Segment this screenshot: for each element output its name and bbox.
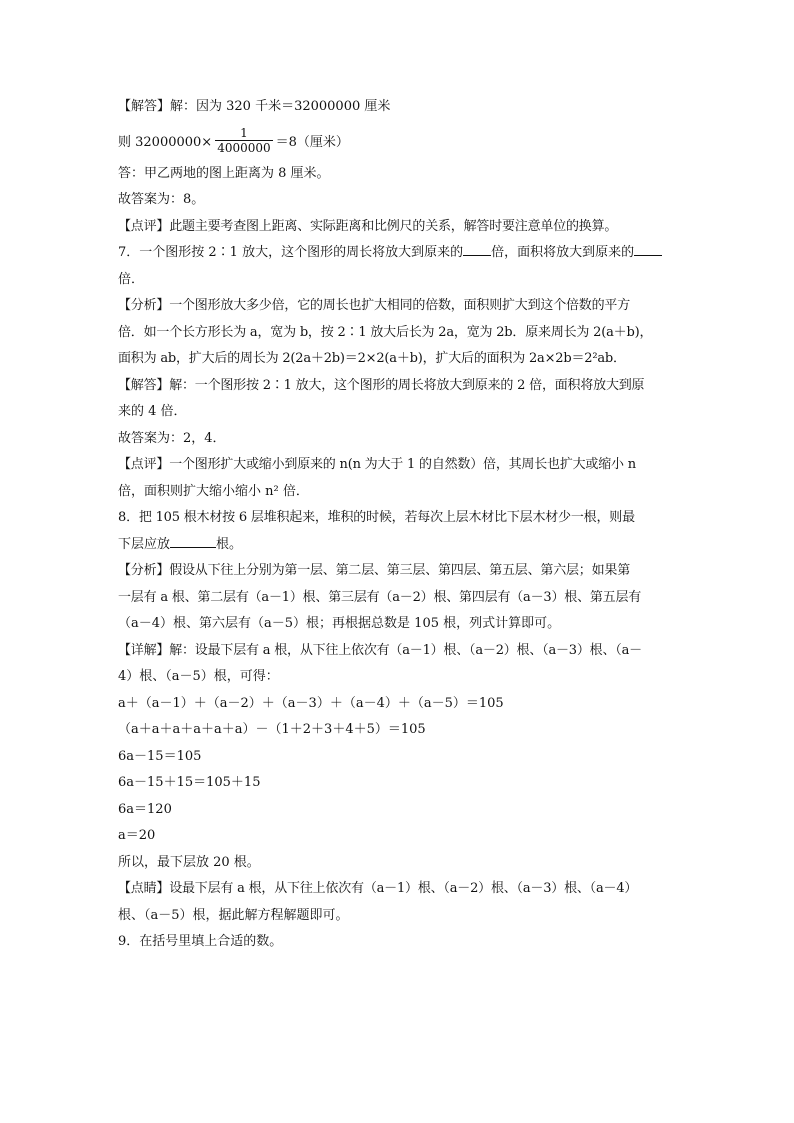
conclusion-8: 所以，最下层放 20 根。: [118, 854, 260, 870]
fraction-denominator: 4000000: [217, 141, 271, 155]
equation-prefix: 则 32000000×: [118, 135, 213, 150]
highlight-8-line-2: 根、（a－5）根，据此解方程解题即可。: [118, 907, 349, 923]
answer-statement: 答：甲乙两地的图上距离为 8 厘米。: [118, 165, 330, 181]
detail-8-line-1: 【详解】解：设最下层有 a 根，从下往上依次有（a－1）根、（a－2）根、（a－3）根、（a－: [118, 642, 642, 658]
solution-7-line-1: 【解答】解：一个图形按 2∶1 放大，这个图形的周长将放大到原来的 2 倍，面积将放大到原: [118, 377, 645, 393]
equation-line-6: a＝20: [118, 828, 156, 843]
question-8-line-2: [118, 532, 683, 559]
equation-line-3: 6a－15＝105: [118, 748, 202, 764]
fraction: [215, 126, 272, 155]
equation-line-1: a＋（a－1）＋（a－2）＋（a－3）＋（a－4）＋（a－5）＝105: [118, 695, 504, 711]
highlight-8-line-1: 【点睛】设最下层有 a 根，从下往上依次有（a－1）根、（a－2）根、（a－3）根、（a－4）: [118, 881, 638, 896]
analysis-8-line-3: （a－4）根、第六层有（a－5）根；再根据总数是 105 根，列式计算即可。: [118, 616, 561, 631]
question-8-line-1: 8．把 105 根木材按 6 层堆积起来，堆积的时候，若每次上层木材比下层木材少一根，则最: [118, 510, 635, 525]
equation-line-5: 6a＝120: [118, 801, 172, 817]
question-8-text-a: 下层应放: [118, 536, 171, 552]
final-answer: 故答案为：8。: [118, 192, 205, 207]
question-7-text-a: 7．一个图形按 2∶1 放大，这个图形的周长将放大到原来的: [118, 245, 464, 260]
comment-7-line-1: 【点评】一个图形扩大或缩小到原来的 n(n 为大于 1 的自然数）倍，其周长也扩大或缩小 n: [118, 457, 636, 472]
question-7-line-1: [118, 240, 683, 267]
equation-line-4: 6a－15＋15＝105＋15: [118, 775, 261, 790]
question-9: 9．在括号里填上合适的数。: [118, 934, 283, 949]
question-7-line-2: 倍．: [118, 271, 145, 287]
analysis-7-line-3: 面积为 ab，扩大后的周长为 2(2a＋2b)＝2×2(a＋b)，扩大后的面积为 2a×2b＝2²ab．: [118, 351, 626, 366]
analysis-8-line-2: 一层有 a 根、第二层有（a－1）根、第三层有（a－2）根、第四层有（a－3）根、第五层有: [118, 589, 642, 605]
equation-line-2: （a＋a＋a＋a＋a＋a）－（1＋2＋3＋4＋5）＝105: [118, 722, 426, 737]
comment-7-line-2: 倍，面积则扩大缩小缩小 n² 倍．: [118, 483, 309, 499]
answer-blank: [463, 241, 491, 256]
final-answer-7: 故答案为：2，4．: [118, 430, 226, 446]
analysis-7-line-1: 【分析】一个图形放大多少倍，它的周长也扩大相同的倍数，面积则扩大到这个倍数的平方: [118, 298, 631, 313]
solution-7-line-2: 来的 4 倍．: [118, 404, 187, 419]
question-8-text-b: 根。: [216, 536, 243, 552]
analysis-7-line-2: 倍．如一个长方形长为 a，宽为 b，按 2∶1 放大后长为 2a，宽为 2b．原来周长为 2(a＋b)，: [118, 324, 653, 340]
question-7-text-b: 倍，面积将放大到原来的: [491, 245, 635, 260]
answer-blank: [170, 533, 216, 548]
equation-suffix: ＝8（厘米）: [275, 135, 349, 150]
detail-8-line-2: 4）根、（a－5）根，可得：: [118, 669, 279, 684]
answer-blank: [634, 241, 662, 256]
document-page: [118, 94, 683, 956]
comment-line: 【点评】此题主要考查图上距离、实际距离和比例尺的关系，解答时要注意单位的换算。: [118, 218, 618, 234]
fraction-numerator: 1: [240, 126, 248, 140]
fraction-equation-line: [118, 121, 683, 161]
answer-line: 【解答】解：因为 320 千米＝32000000 厘米: [118, 99, 391, 114]
analysis-8-line-1: 【分析】假设从下往上分别为第一层、第二层、第三层、第四层、第五层、第六层；如果第: [118, 563, 631, 578]
